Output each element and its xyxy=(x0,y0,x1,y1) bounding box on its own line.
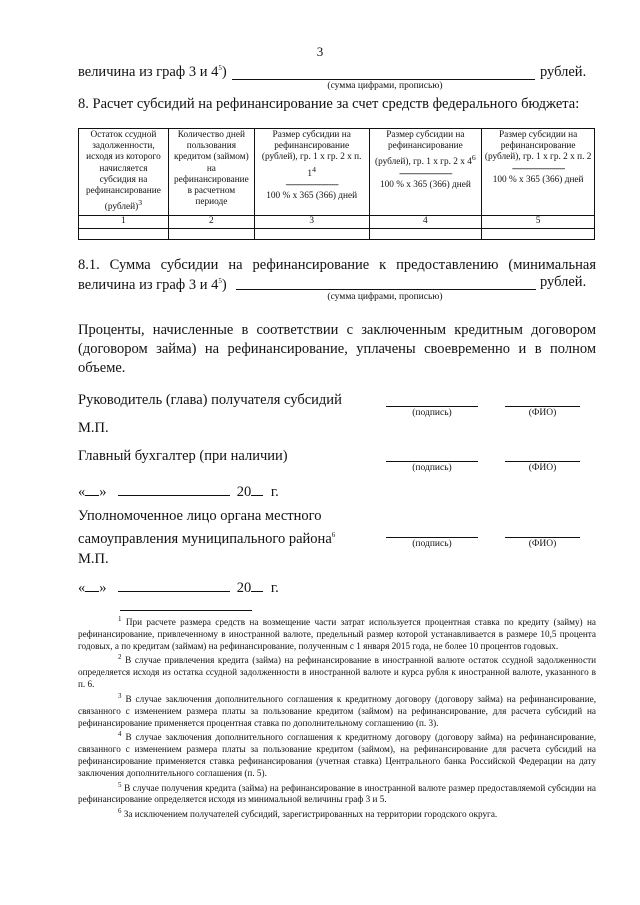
footnote: $^1$ При расчете размера средств на возмещение части затрат используется процентная ставка по кредиту (займу) на рефинансирование, привлеченному в иностранной валюте, предельный размер которой устанавливается в размере 10,5 процента годовых, а по кредитам (займам) на рефинансирование, полученным с 1 января 2015 года, не более 10 процентов годовых. xyxy=(78,615,596,651)
footnote: $^2$ В случае привлечения кредита (займа) на рефинансирование в иностранной валюте остаток ссудной задолженности определяется исходя из остатка ссудной задолженности в иностранной валюте и курса рубля к иностранной валюте, указанного в п. 6. xyxy=(78,653,597,690)
section-8-1-blank xyxy=(236,289,536,290)
official-label: Уполномоченное лицо органа местного самоуправления муниципального района$^6$ xyxy=(78,508,336,547)
table-cell xyxy=(168,228,254,239)
table-header-cell: Количество дней пользования кредитом (займом) на рефинансирование в расчетном периоде xyxy=(168,129,254,216)
table-col-number: 2 xyxy=(168,215,254,228)
section-8-1-suffix: рублей. xyxy=(540,274,587,290)
footnote-separator xyxy=(120,610,252,611)
table-header-cell: Размер субсидии на рефинансирование (рублей), гр. 1 х гр. 2 х п. 2 ------------------------- 100 % х 365 (366) дней xyxy=(482,129,595,216)
accountant-label: Главный бухгалтер (при наличии) xyxy=(78,448,288,464)
section-8-1-caption: (сумма цифрами, прописью) xyxy=(327,292,443,302)
footnote: $^6$ За исключением получателей субсидий, зарегистрированных на территории городского округа. xyxy=(118,807,498,820)
accountant-fio-line xyxy=(505,461,580,462)
amount-line-blank xyxy=(232,79,535,80)
head-sign-line xyxy=(386,406,478,407)
accountant-fio-caption: (ФИО) xyxy=(528,463,557,473)
head-sign-caption: (подпись) xyxy=(412,408,452,418)
head-fio-caption: (ФИО) xyxy=(528,408,557,418)
accountant-sign-caption: (подпись) xyxy=(412,463,452,473)
stamp-place-2: М.П. xyxy=(78,551,109,567)
official-fio-caption: (ФИО) xyxy=(528,539,557,549)
table-header-cell: Размер субсидии на рефинансирование (рублей), гр. 1 х гр. 2 х п. $1^4$ ------------------------- 100 % х 365 (366) дней xyxy=(254,129,369,216)
official-sign-line xyxy=(386,537,478,538)
table-col-number: 3 xyxy=(254,215,369,228)
section-8-heading: 8. Расчет субсидий на рефинансирование за счет средств федерального бюджета: xyxy=(78,96,580,112)
official-fio-line xyxy=(505,537,580,538)
table-cell xyxy=(369,228,482,239)
footnote: $^3$ В случае заключения дополнительного соглашения к кредитному договору (договору займа) на рефинансирование, связанного с изменением размера платы за пользование кредитом (займом) на рефинансирование, для расчета субсидий на рефинансирование применяется процентная ставка по дополнительному соглашению (п. 3). xyxy=(78,691,597,728)
table-number-row xyxy=(79,215,595,228)
interest-statement: Проценты, начисленные в соответствии с заключенным кредитным договором (договором займа) на рефинансирование, уплачены своевременно и в полном объеме. xyxy=(78,322,596,376)
table-header-row xyxy=(79,129,595,216)
official-sign-caption: (подпись) xyxy=(412,539,452,549)
table-cell xyxy=(482,228,595,239)
table-col-number: 4 xyxy=(369,215,482,228)
table-col-number: 1 xyxy=(79,215,169,228)
head-fio-line xyxy=(505,406,580,407)
table-col-number: 5 xyxy=(482,215,595,228)
stamp-place-1: М.П. xyxy=(78,420,109,436)
footnotes xyxy=(78,614,596,821)
date-field-2: « » 20 г. xyxy=(78,580,279,596)
head-label: Руководитель (глава) получателя субсидий xyxy=(78,392,342,408)
accountant-sign-line xyxy=(386,461,478,462)
table-header-cell: Остаток ссудной задолженности, исходя из которого начисляется субсидия на рефинансирование (рублей)$^3$ xyxy=(79,129,169,216)
table-cell xyxy=(79,228,169,239)
amount-line-caption: (сумма цифрами, прописью) xyxy=(327,81,443,91)
date-field-1: « » 20 г. xyxy=(78,484,279,500)
footnote: $^4$ В случае заключения дополнительного соглашения к кредитному договору (договору займа) на рефинансирование, связанного с изменением размера платы за пользование кредитом (займом), на рефинансирование для расчета субсидий на рефинансирование применяется ставка рефинансирования (учетная ставка) Центрального банка Российской Федерации на дату заключения дополнительного соглашения (п. 5). xyxy=(78,730,597,778)
page-number: 3 xyxy=(316,44,324,59)
table-empty-row xyxy=(79,228,595,239)
subsidy-table xyxy=(78,128,595,240)
table-header-cell: Размер субсидии на рефинансирование (рублей), гр. 1 х гр. 2 х $4^6$ ------------------------- 100 % х 365 (366) дней xyxy=(369,129,482,216)
amount-line-label: величина из граф 3 и $4^5$) xyxy=(78,64,227,80)
footnote: $^5$ В случае получения кредита (займа) на рефинансирование в иностранной валюте размер предоставляемой субсидии на рефинансирование определяется исходя из минимальной величины граф 3 и 5. xyxy=(78,780,597,805)
section-8-1-text: 8.1. Сумма субсидии на рефинансирование к предоставлению (минимальная величина из граф 3 и $4^5$) xyxy=(78,257,596,293)
amount-line-suffix: рублей. xyxy=(540,64,587,80)
table-cell xyxy=(254,228,369,239)
